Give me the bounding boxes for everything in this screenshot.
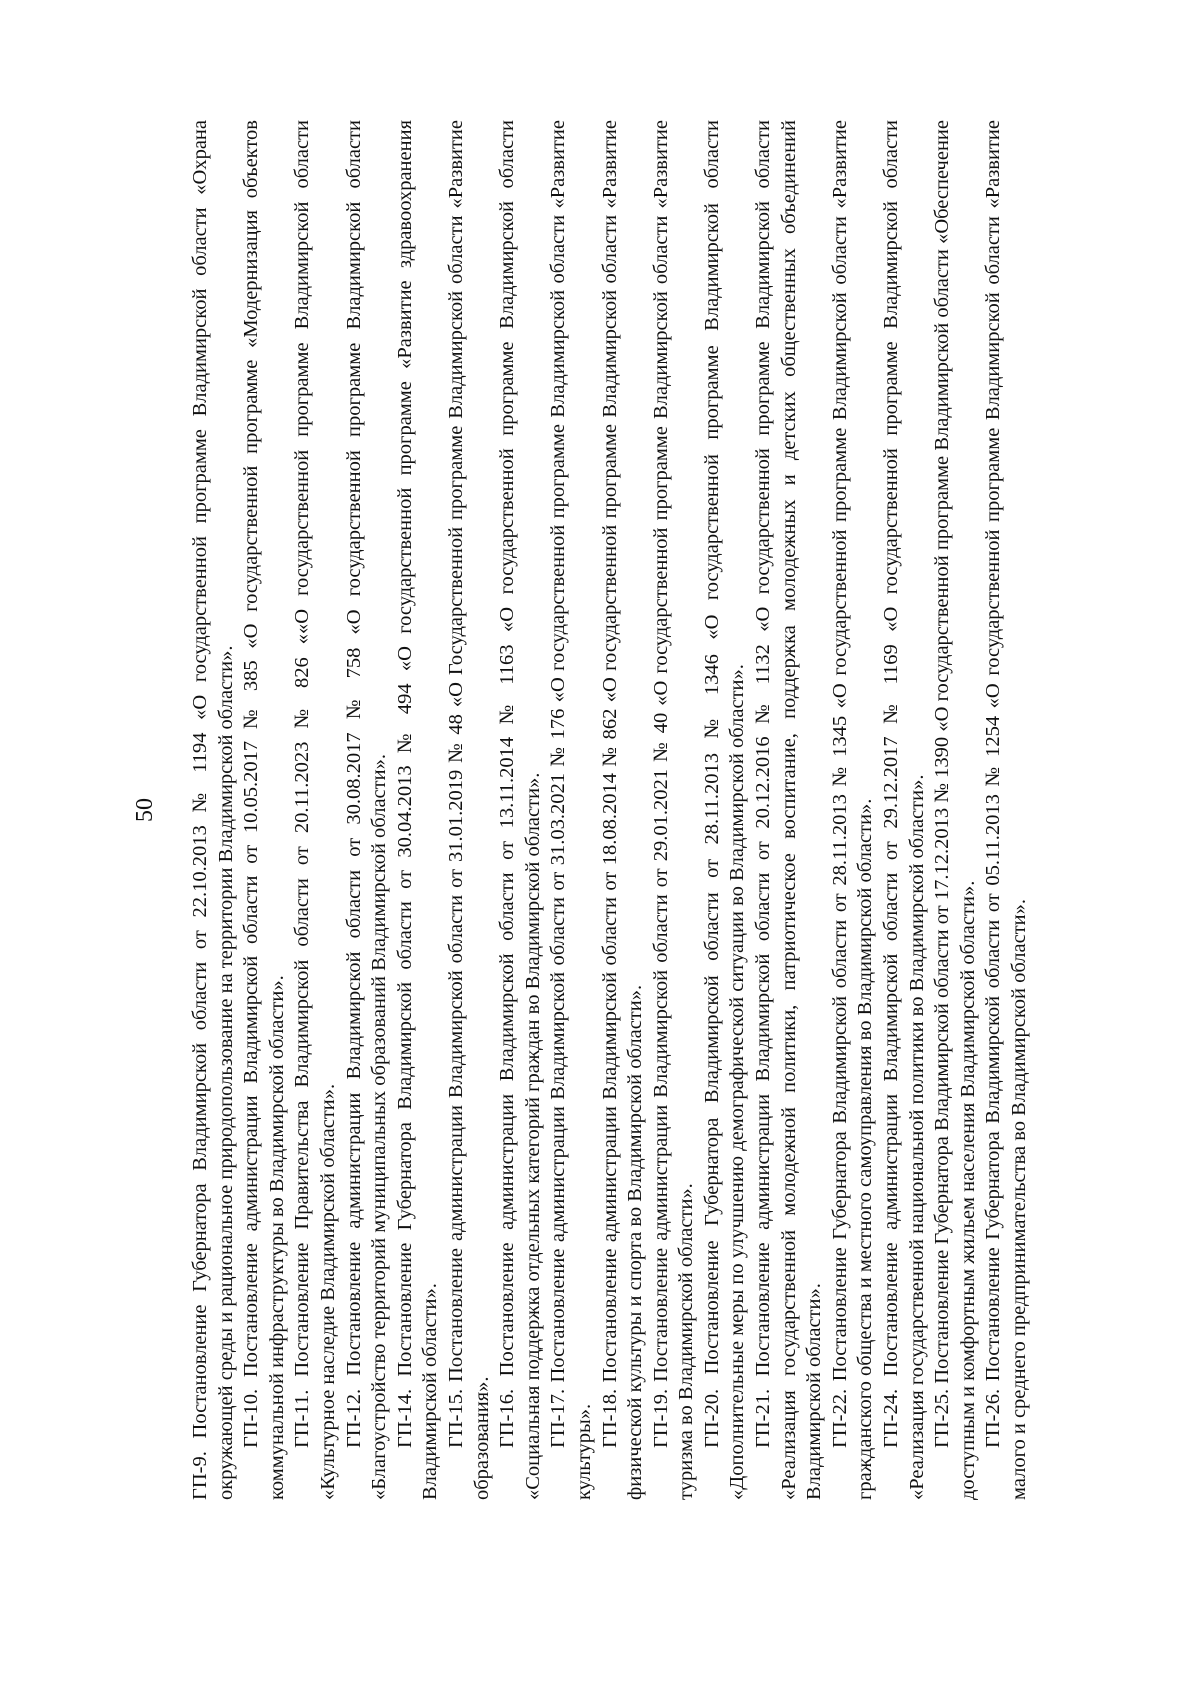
rotated-document-page	[130, 120, 1070, 1500]
paragraph-gp-22: ГП-22. Постановление Губернатора Владимирской области от 28.11.2013 № 1345 «О государственной программе Владимирской области «Развитие гражданского общества и местного самоуправления во Владимирской области».	[828, 120, 877, 1500]
paragraph-gp-20: ГП-20. Постановление Губернатора Владимирской области от 28.11.2013 № 1346 «О государственной программе Владимирской области «Дополнительные меры по улучшению демографической ситуации во Владимирской области».	[700, 120, 749, 1500]
paragraph-gp-24: ГП-24. Постановление администрации Владимирской области от 29.12.2017 № 1169 «О государственной программе Владимирской области «Реализация государственной национальной политики во Владимирской области».	[880, 120, 928, 1500]
paragraph-gp-18: ГП-18. Постановление администрации Владимирской области от 18.08.2014 № 862 «О государственной программе Владимирской области «Развитие физической культуры и спорта во Владимирской области».	[598, 120, 647, 1500]
paragraph-gp-9: ГП-9. Постановление Губернатора Владимирской области от 22.10.2013 № 1194 «О государственной программе Владимирской области «Охрана окружающей среды и рациональное природопользование на территории Владимирской области».	[189, 120, 237, 1500]
page-number: 50	[132, 798, 158, 822]
paragraph-gp-11: ГП-11. Постановление Правительства Владимирской области от 20.11.2023 № 826 ««О государственной программе Владимирской области «Культурное наследие Владимирской области».	[291, 120, 339, 1500]
paragraph-gp-16: ГП-16. Постановление администрации Владимирской области от 13.11.2014 № 1163 «О государственной программе Владимирской области «Социальная поддержка отдельных категорий граждан во Владимирской области».	[496, 120, 544, 1500]
paragraph-gp-15: ГП-15. Постановление администрации Владимирской области от 31.01.2019 № 48 «О Государственной программе Владимирской области «Развитие образования».	[444, 120, 493, 1500]
paragraph-gp-21: ГП-21. Постановление администрации Владимирской области от 20.12.2016 № 1132 «О государственной программе Владимирской области «Реализация государственной молодежной политики, патриотическое воспитание, поддержка молодежных и детских общественных объединений Владимирской области».	[752, 120, 826, 1500]
document-body	[188, 120, 1033, 1500]
paragraph-gp-26: ГП-26. Постановление Губернатора Владимирской области от 05.11.2013 № 1254 «О государственной программе Владимирской области «Развитие малого и среднего предпринимательства во Владимирской области».	[982, 120, 1030, 1500]
paragraph-gp-19: ГП-19. Постановление администрации Владимирской области от 29.01.2021 № 40 «О государственной программе Владимирской области «Развитие туризма во Владимирской области».	[649, 120, 698, 1500]
paragraph-gp-10: ГП-10. Постановление администрации Владимирской области от 10.05.2017 № 385 «О государственной программе «Модернизация объектов коммунальной инфраструктуры во Владимирской области».	[240, 120, 288, 1500]
paragraph-gp-12: ГП-12. Постановление администрации Владимирской области от 30.08.2017 № 758 «О государственной программе Владимирской области «Благоустройство территорий муниципальных образований Владимирской области».	[342, 120, 391, 1500]
paragraph-gp-17: ГП-17. Постановление администрации Владимирской области от 31.03.2021 № 176 «О государственной программе Владимирской области «Развитие культуры».	[547, 120, 595, 1500]
paragraph-gp-25: ГП-25. Постановление Губернатора Владимирской области от 17.12.2013 № 1390 «О государственной программе Владимирской области «Обеспечение доступным и комфортным жильем населения Владимирской области».	[931, 120, 979, 1500]
paragraph-gp-14: ГП-14. Постановление Губернатора Владимирской области от 30.04.2013 № 494 «О государственной программе «Развитие здравоохранения Владимирской области».	[393, 120, 442, 1500]
